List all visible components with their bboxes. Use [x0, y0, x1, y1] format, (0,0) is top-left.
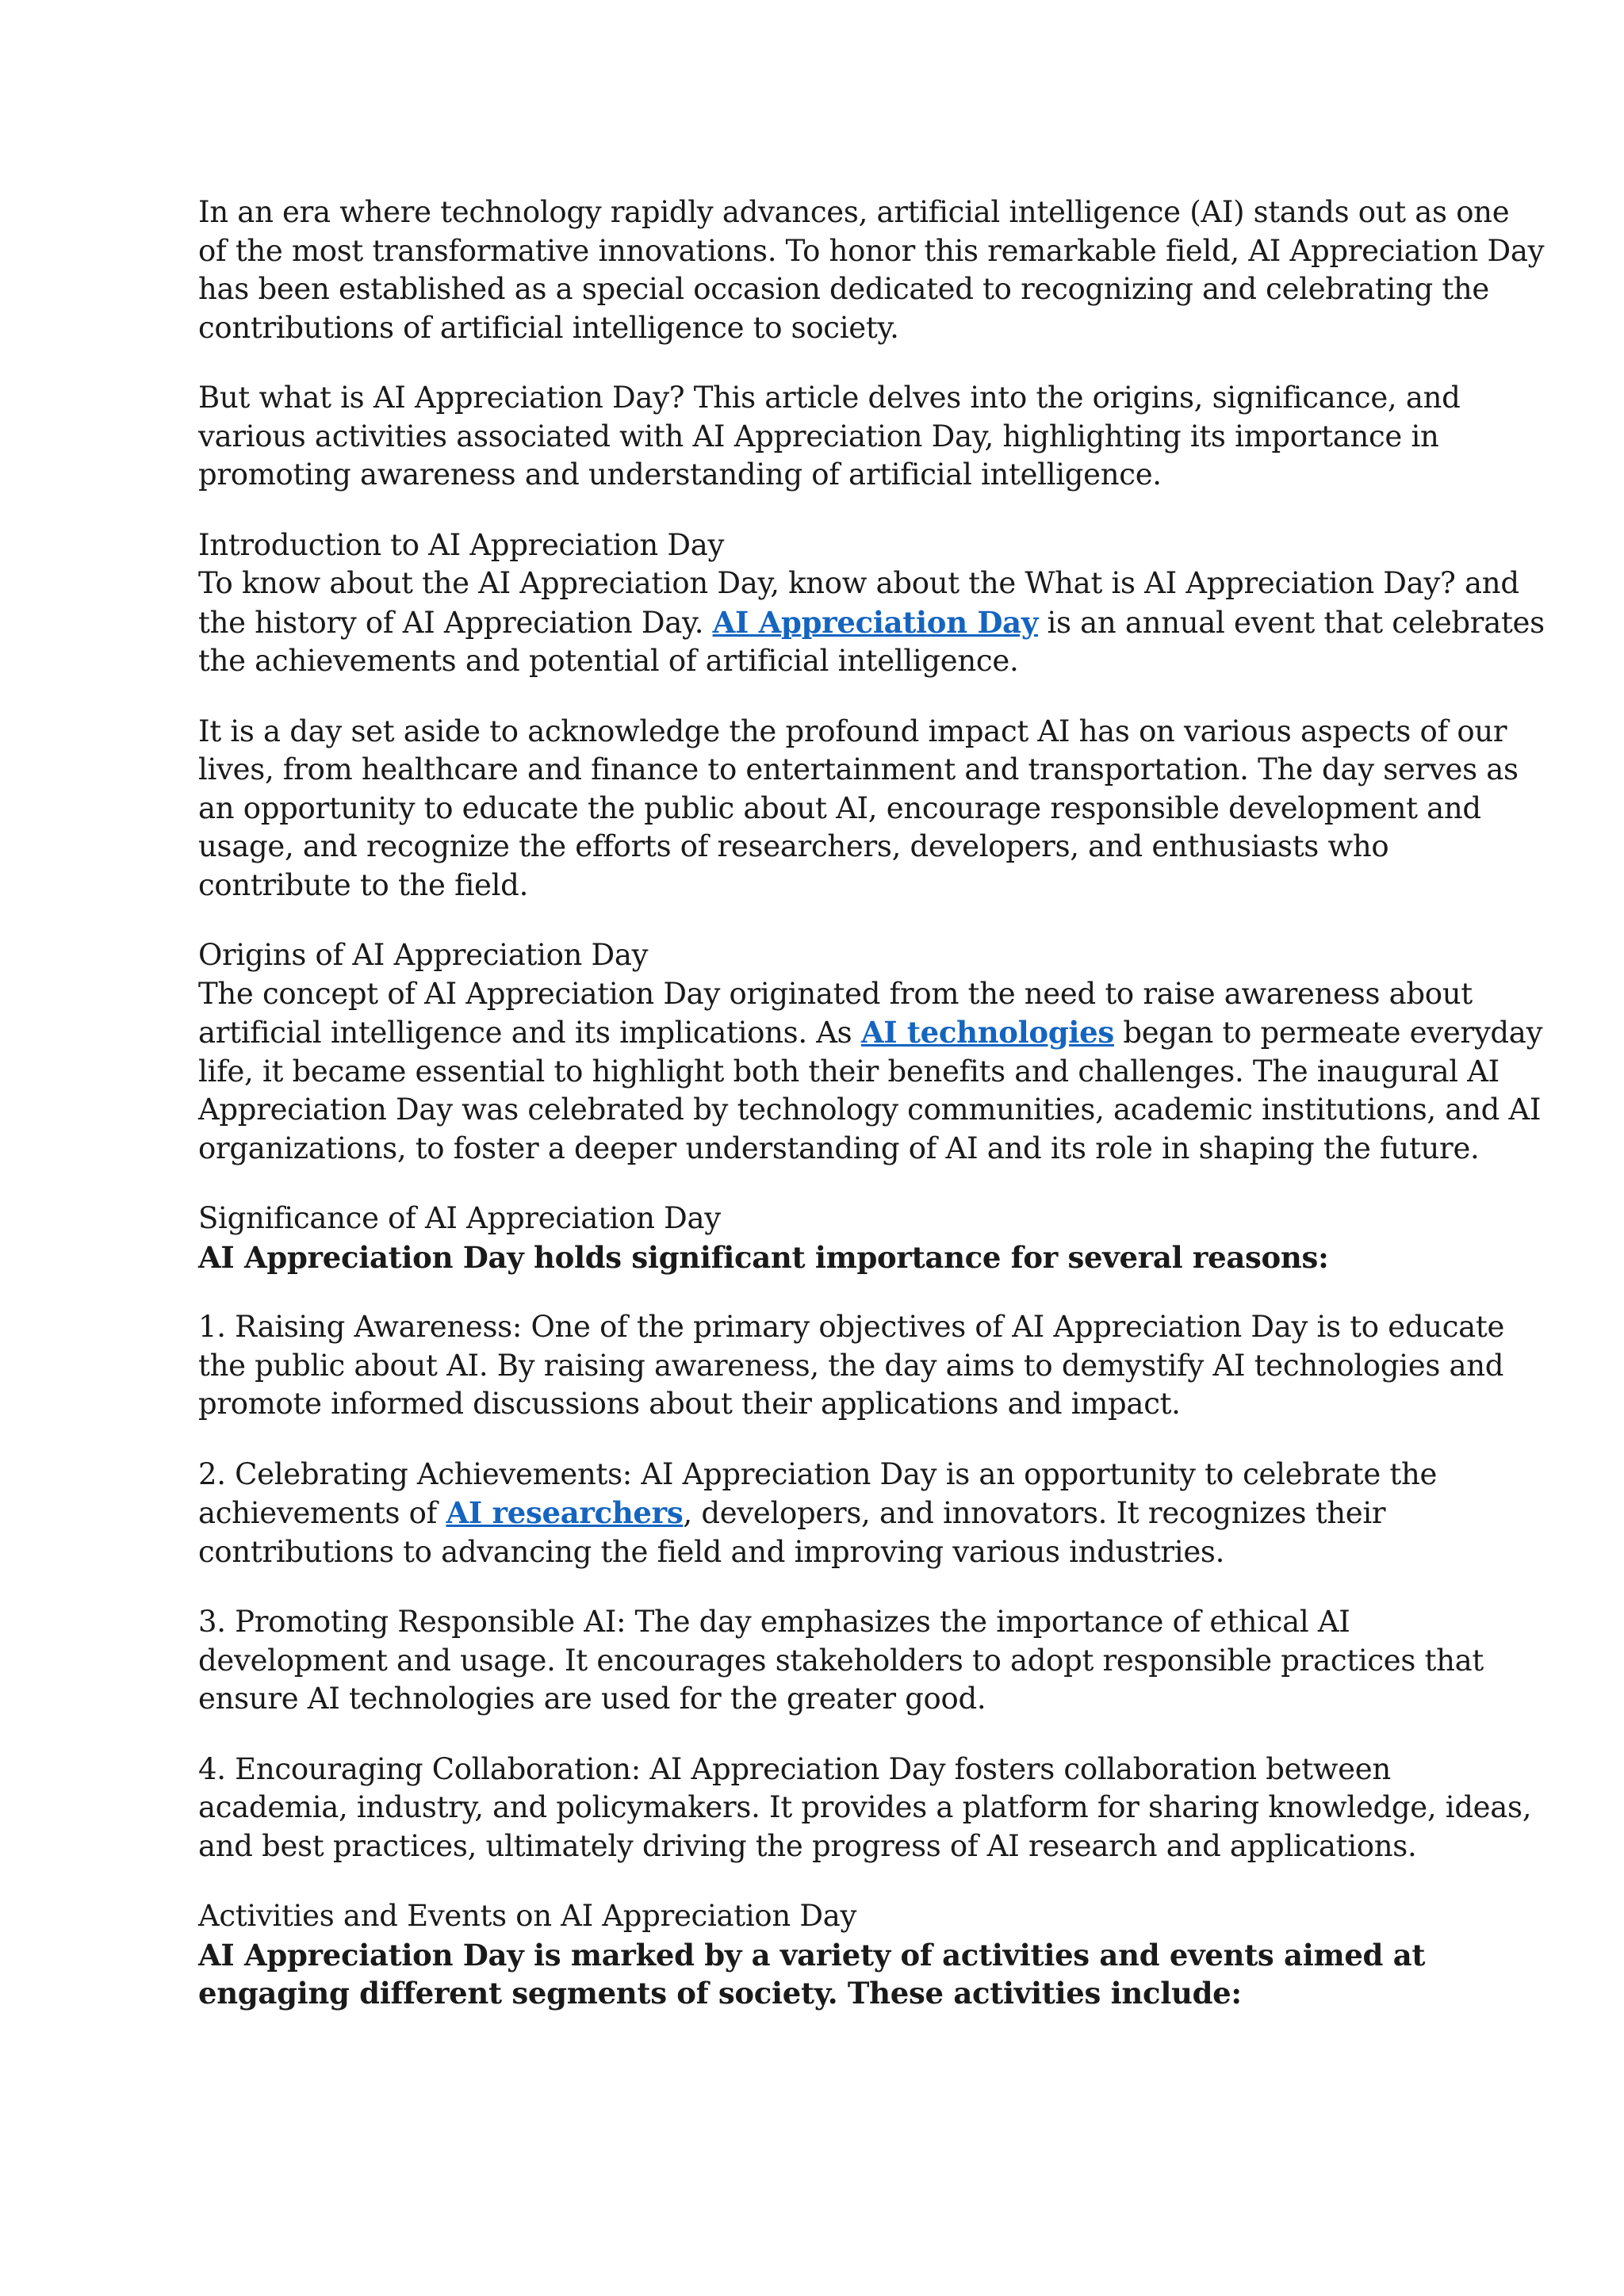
- list-item-celebrating-achievements: [198, 1456, 1546, 1572]
- paragraph-introduction: [198, 564, 1546, 681]
- paragraph-text: To know about the AI Appreciation Day, know about the What is AI Appreciation Day? and the history of AI Appreciation Day.: [198, 566, 1519, 640]
- list-item-responsible-ai: 3. Promoting Responsible AI: The day emphasizes the importance of ethical AI development and usage. It encourages stakeholders to adopt responsible practices that ensure AI technologies are used for the greater good.: [198, 1605, 1484, 1716]
- paragraph-text: began to permeate everyday life, it became essential to highlight both their benefits and challenges. The inaugural AI Appreciation Day was celebrated by technology communities, academic institutions, and AI organizations, to foster a deeper understanding of AI and its role in shaping the future.: [198, 1016, 1543, 1165]
- paragraph-text: is an annual event that celebrates the achievements and potential of artificial intelligence.: [198, 605, 1545, 678]
- activities-lead: AI Appreciation Day is marked by a variety of activities and events aimed at engaging different segments of society. These activities include:: [198, 1937, 1426, 2011]
- list-item-collaboration: 4. Encouraging Collaboration: AI Appreciation Day fosters collaboration between academia, industry, and policymakers. It provides a platform for sharing knowledge, ideas, and best practices, ultimately driving the progress of AI research and applications.: [198, 1751, 1532, 1863]
- list-item-raising-awareness: 1. Raising Awareness: One of the primary objectives of AI Appreciation Day is to educate the public about AI. By raising awareness, the day aims to demystify AI technologies and promote informed discussions about their applications and impact.: [198, 1310, 1505, 1421]
- paragraph-text: The concept of AI Appreciation Day originated from the need to raise awareness about artificial intelligence and its implications. As: [198, 976, 1473, 1050]
- paragraph-origins: [198, 975, 1546, 1169]
- section-heading-significance: Significance of AI Appreciation Day: [198, 1201, 721, 1235]
- link-ai-appreciation-day[interactable]: AI Appreciation Day: [712, 604, 1039, 640]
- significance-lead: AI Appreciation Day holds significant importance for several reasons:: [198, 1239, 1329, 1275]
- link-ai-researchers[interactable]: AI researchers: [446, 1495, 684, 1530]
- paragraph-overview: But what is AI Appreciation Day? This article delves into the origins, significance, and various activities associated with AI Appreciation Day, highlighting its importance in promoting awareness and understanding of artificial intelligence.: [198, 381, 1461, 492]
- section-heading-introduction: Introduction to AI Appreciation Day: [198, 527, 725, 562]
- paragraph-introduction-detail: It is a day set aside to acknowledge the profound impact AI has on various aspects of our lives, from healthcare and finance to entertainment and transportation. The day serves as an opportunity to educate the public about AI, encourage responsible development and usage, and recognize the efforts of researchers, developers, and enthusiasts who contribute to the field.: [198, 714, 1519, 902]
- paragraph-text: 2. Celebrating Achievements: AI Appreciation Day is an opportunity to celebrate the achievements of: [198, 1456, 1438, 1530]
- paragraph-text: , developers, and innovators. It recognizes their contributions to advancing the field and improving various industries.: [198, 1496, 1386, 1569]
- section-heading-origins: Origins of AI Appreciation Day: [198, 938, 649, 972]
- section-heading-activities: Activities and Events on AI Appreciation Day: [198, 1899, 857, 1933]
- link-ai-technologies[interactable]: AI technologies: [860, 1015, 1114, 1050]
- paragraph-intro: In an era where technology rapidly advances, artificial intelligence (AI) stands out as one of the most transformative innovations. To honor this remarkable field, AI Appreciation Day has been established as a special occasion dedicated to recognizing and celebrating the contributions of artificial intelligence to society.: [198, 195, 1545, 345]
- article-body: [198, 193, 1546, 2045]
